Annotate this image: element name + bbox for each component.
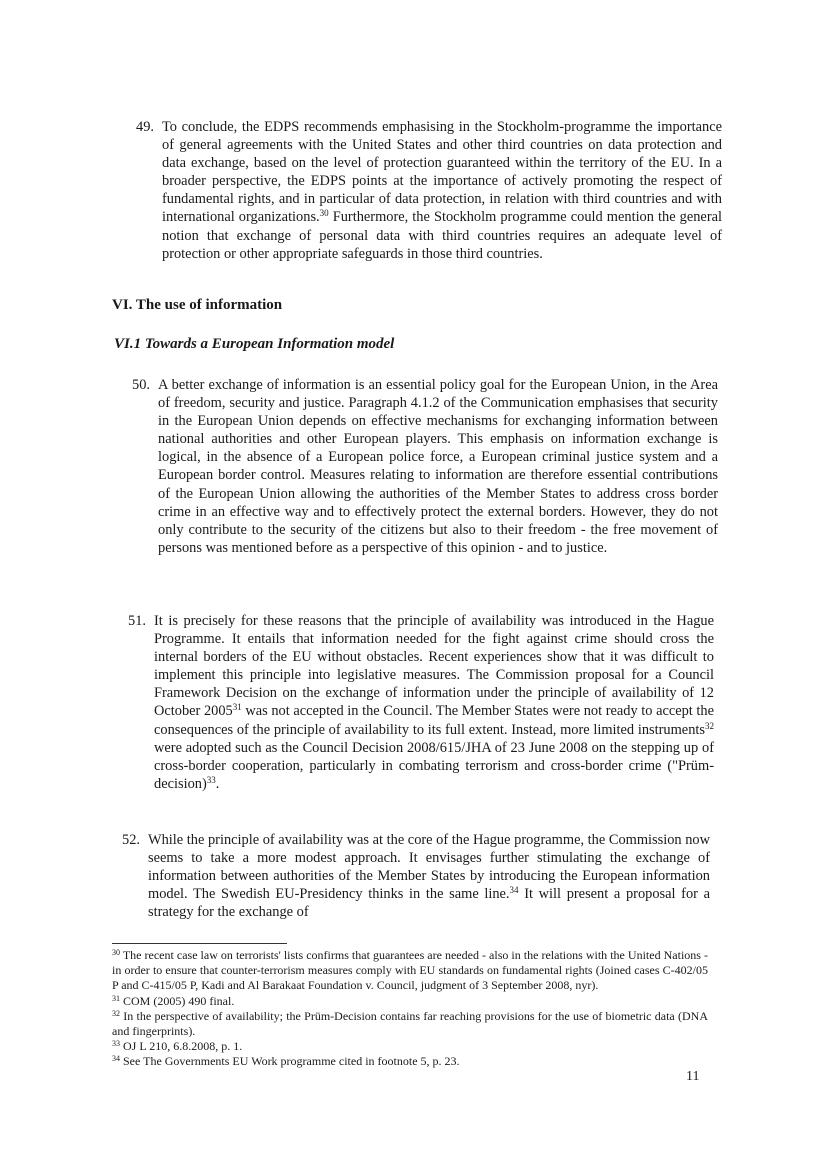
- paragraph-50: [132, 376, 718, 557]
- paragraph-number: 49.: [136, 119, 154, 135]
- footnote-ref-32[interactable]: 32: [705, 720, 714, 731]
- paragraph-text-cont: .: [215, 775, 220, 792]
- footnote-ref-33[interactable]: 33: [206, 774, 216, 785]
- paragraph-51: [128, 612, 714, 793]
- footnote-marker: 33: [112, 1039, 120, 1049]
- paragraph-text: A better exchange of information is an essential policy goal for the European Union, in the Area of freedom, security and justice. Paragraph 4.1.2 of the Communication emphasises that security in the European Union depends on effective mechanisms for exchanging information between national authorities and other European players. This emphasis on information exchange is logical, in the absence of a European police force, a European criminal justice system and a European border control. Measures relating to information are therefore essential contributions of the European Union allowing the authorities of the Member States to address cross border crime in an effective way and to effectively protect the external borders. However, they do not only contribute to the security of the citizens but also to their freedom - the free movement of persons was mentioned before as a perspective of this opinion - and to justice.: [158, 377, 718, 556]
- footnote-33: [112, 1039, 708, 1054]
- subsection-heading: VI.1 Towards a European Information model: [114, 336, 395, 352]
- footnotes: [112, 948, 708, 1070]
- paragraph-text: While the principle of availability was at the core of the Hague programme, the Commission now seems to take a more modest approach. It envisages further stimulating the exchange of information between authorities of the Member States by introducing the European information model. The Swedish EU-Presidency thinks in the same line.: [148, 832, 710, 903]
- paragraph-text-cont: were adopted such as the Council Decision 2008/615/JHA of 23 June 2008 on the stepping up of cross-border cooperation, particularly in combating terrorism and cross-border crime ("Prüm-decision): [154, 739, 714, 792]
- footnote-text: The recent case law on terrorists' lists confirms that guarantees are needed - also in the relations with the United Nations - in order to ensure that counter-terrorism measures comply with EU standards on fundamental rights (Joined cases C-402/05 P and C-415/05 P, Kadi and Al Barakaat Foundation v. Council, judgment of 3 September 2008, nyr).: [112, 948, 708, 993]
- paragraph-number: 51.: [128, 613, 146, 629]
- paragraph-number: 52.: [122, 832, 140, 848]
- section-heading: VI. The use of information: [112, 297, 283, 313]
- footnote-ref-30[interactable]: 30: [319, 208, 329, 219]
- page-number: 11: [686, 1069, 700, 1084]
- footnote-marker: 30: [112, 948, 120, 957]
- footnote-text: OJ L 210, 6.8.2008, p. 1.: [120, 1039, 243, 1054]
- footnote-31: [112, 994, 708, 1009]
- footnote-30: [112, 948, 708, 994]
- paragraph-text: It is precisely for these reasons that the principle of availability was introduced in the Hague Programme. It entails that information needed for the fight against crime should cross the internal borders of the EU without obstacles. Recent experiences show that it was difficult to implement this principle into legislative measures. The Commission proposal for a Council Framework Decision on the exchange of information under the principle of availability of 12 October 2005: [154, 613, 714, 720]
- footnote-marker: 31: [112, 993, 120, 1003]
- footnote-ref-34[interactable]: 34: [509, 885, 519, 896]
- footnote-ref-31[interactable]: 31: [232, 702, 242, 713]
- footnote-32: [112, 1009, 708, 1039]
- footnote-separator: [112, 943, 287, 944]
- paragraph-text-cont: was not accepted in the Council. The Member States were not ready to accept the consequences of the principle of availability to its full extent. Instead, more limited instruments: [154, 703, 714, 738]
- footnote-marker: 34: [112, 1054, 120, 1064]
- paragraph-52: [122, 831, 710, 921]
- footnote-text: COM (2005) 490 final.: [120, 993, 235, 1008]
- paragraph-49: [136, 118, 722, 263]
- footnote-marker: 32: [112, 1008, 120, 1018]
- paragraph-text-cont: Furthermore, the Stockholm programme could mention the general notion that exchange of personal data with third countries requires an adequate level of protection or other appropriate safeguards in those third countries.: [162, 209, 722, 262]
- paragraph-number: 50.: [132, 377, 150, 393]
- footnote-text: In the perspective of availability; the Prüm-Decision contains far reaching provisions for the use of biometric data (DNA and fingerprints).: [112, 1008, 708, 1039]
- footnote-text: See The Governments EU Work programme cited in footnote 5, p. 23.: [120, 1054, 460, 1069]
- paragraph-text: To conclude, the EDPS recommends emphasising in the Stockholm-programme the importance of general agreements with the United States and other third countries on data protection and data exchange, based on the level of protection guaranteed within the territory of the EU. In a broader perspective, the EDPS points at the importance of actively promoting the respect of fundamental rights, and in particular of data protection, in relation with third countries and with international organizations.: [162, 119, 722, 226]
- paragraph-text-cont: It will present a proposal for a strategy for the exchange of: [148, 886, 710, 921]
- footnote-34: [112, 1054, 708, 1069]
